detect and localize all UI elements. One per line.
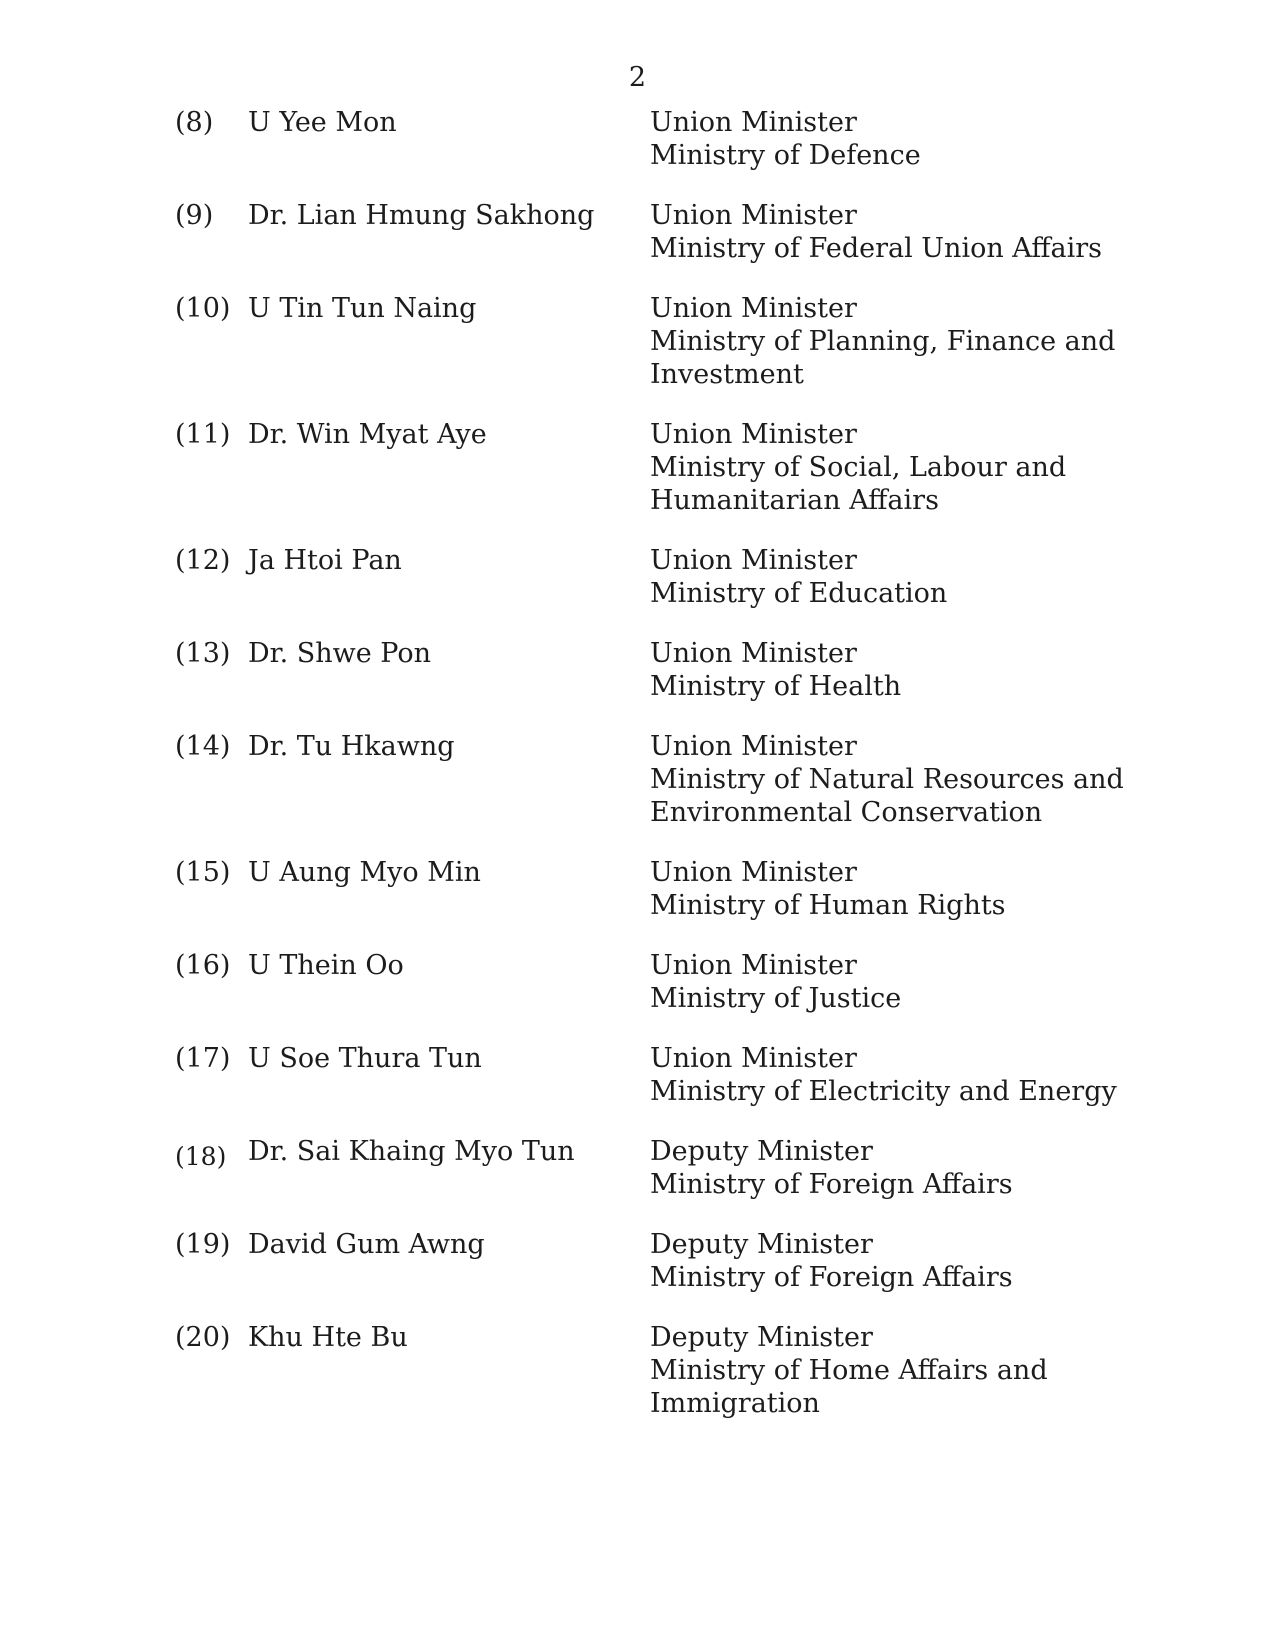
minister-entry	[175, 730, 1275, 829]
minister-role-line: Ministry of Justice	[650, 983, 902, 1014]
minister-name: U Yee Mon	[248, 107, 397, 138]
minister-name: David Gum Awng	[248, 1229, 485, 1260]
minister-role-line: Ministry of Planning, Finance and	[650, 326, 1116, 357]
minister-role	[650, 637, 901, 703]
page-number: 2	[628, 62, 647, 93]
minister-role	[650, 544, 947, 610]
minister-entry	[175, 418, 1275, 517]
minister-name: U Aung Myo Min	[248, 857, 481, 888]
minister-role-line: Union Minister	[650, 1043, 857, 1074]
minister-entry	[175, 1321, 1275, 1420]
entry-number: (18)	[175, 1142, 227, 1171]
entry-number: (11)	[175, 419, 231, 450]
entry-number: (15)	[175, 857, 231, 888]
minister-role-line: Union Minister	[650, 638, 857, 669]
minister-role-line: Ministry of Foreign Affairs	[650, 1262, 1013, 1293]
minister-name: U Tin Tun Naing	[248, 293, 477, 324]
minister-name: Dr. Lian Hmung Sakhong	[248, 200, 595, 231]
minister-entry	[175, 1228, 1275, 1294]
minister-role-line: Environmental Conservation	[650, 797, 1043, 828]
minister-role-line: Humanitarian Affairs	[650, 485, 939, 516]
minister-entry	[175, 292, 1275, 391]
minister-entry	[175, 199, 1275, 265]
minister-role-line: Union Minister	[650, 545, 857, 576]
entry-number: (13)	[175, 638, 231, 669]
minister-role-line: Immigration	[650, 1388, 820, 1419]
minister-role-line: Ministry of Human Rights	[650, 890, 1006, 921]
entry-number: (20)	[175, 1322, 231, 1353]
minister-role	[650, 949, 901, 1015]
minister-entry	[175, 1042, 1275, 1108]
entry-number: (12)	[175, 545, 231, 576]
minister-role	[650, 199, 1102, 265]
minister-role	[650, 1042, 1117, 1108]
minister-entry	[175, 949, 1275, 1015]
minister-entry	[175, 544, 1275, 610]
minister-role-line: Ministry of Electricity and Energy	[650, 1076, 1117, 1107]
entry-number: (9)	[175, 200, 214, 231]
minister-role-line: Ministry of Health	[650, 671, 902, 702]
minister-role-line: Ministry of Defence	[650, 140, 921, 171]
minister-role-line: Ministry of Federal Union Affairs	[650, 233, 1103, 264]
minister-role	[650, 106, 921, 172]
minister-role-line: Ministry of Foreign Affairs	[650, 1169, 1013, 1200]
entry-number: (17)	[175, 1043, 231, 1074]
minister-entry	[175, 106, 1275, 172]
minister-name: Dr. Shwe Pon	[248, 638, 432, 669]
minister-role-line: Union Minister	[650, 731, 857, 762]
minister-role-line: Deputy Minister	[650, 1322, 873, 1353]
minister-role-line: Ministry of Natural Resources and	[650, 764, 1124, 795]
minister-name: Dr. Tu Hkawng	[248, 731, 455, 762]
entry-number: (14)	[175, 731, 231, 762]
minister-role-line: Union Minister	[650, 950, 857, 981]
minister-role	[650, 1135, 1013, 1201]
minister-role-line: Union Minister	[650, 107, 857, 138]
minister-role-line: Ministry of Education	[650, 578, 948, 609]
entry-number: (10)	[175, 293, 231, 324]
entry-number: (16)	[175, 950, 231, 981]
minister-role-line: Deputy Minister	[650, 1229, 873, 1260]
entry-number: (8)	[175, 107, 214, 138]
minister-entry	[175, 637, 1275, 703]
minister-role-line: Union Minister	[650, 293, 857, 324]
minister-name: Ja Htoi Pan	[248, 545, 402, 576]
minister-role-line: Investment	[650, 359, 804, 390]
minister-entry	[175, 1135, 1275, 1201]
minister-role-line: Ministry of Social, Labour and	[650, 452, 1067, 483]
minister-role	[650, 730, 1124, 829]
minister-role	[650, 418, 1066, 517]
minister-role-line: Union Minister	[650, 857, 857, 888]
minister-list	[175, 106, 1275, 1447]
minister-role	[650, 1321, 1048, 1420]
minister-role-line: Union Minister	[650, 200, 857, 231]
minister-role-line: Union Minister	[650, 419, 857, 450]
minister-name: Dr. Sai Khaing Myo Tun	[248, 1136, 575, 1167]
minister-name: U Soe Thura Tun	[248, 1043, 482, 1074]
minister-role	[650, 856, 1006, 922]
minister-name: Dr. Win Myat Aye	[248, 419, 487, 450]
minister-entry	[175, 856, 1275, 922]
minister-name: U Thein Oo	[248, 950, 404, 981]
minister-role	[650, 1228, 1013, 1294]
entry-number: (19)	[175, 1229, 231, 1260]
minister-role-line: Ministry of Home Affairs and	[650, 1355, 1048, 1386]
minister-role-line: Deputy Minister	[650, 1136, 873, 1167]
minister-name: Khu Hte Bu	[248, 1322, 408, 1353]
minister-role	[650, 292, 1115, 391]
